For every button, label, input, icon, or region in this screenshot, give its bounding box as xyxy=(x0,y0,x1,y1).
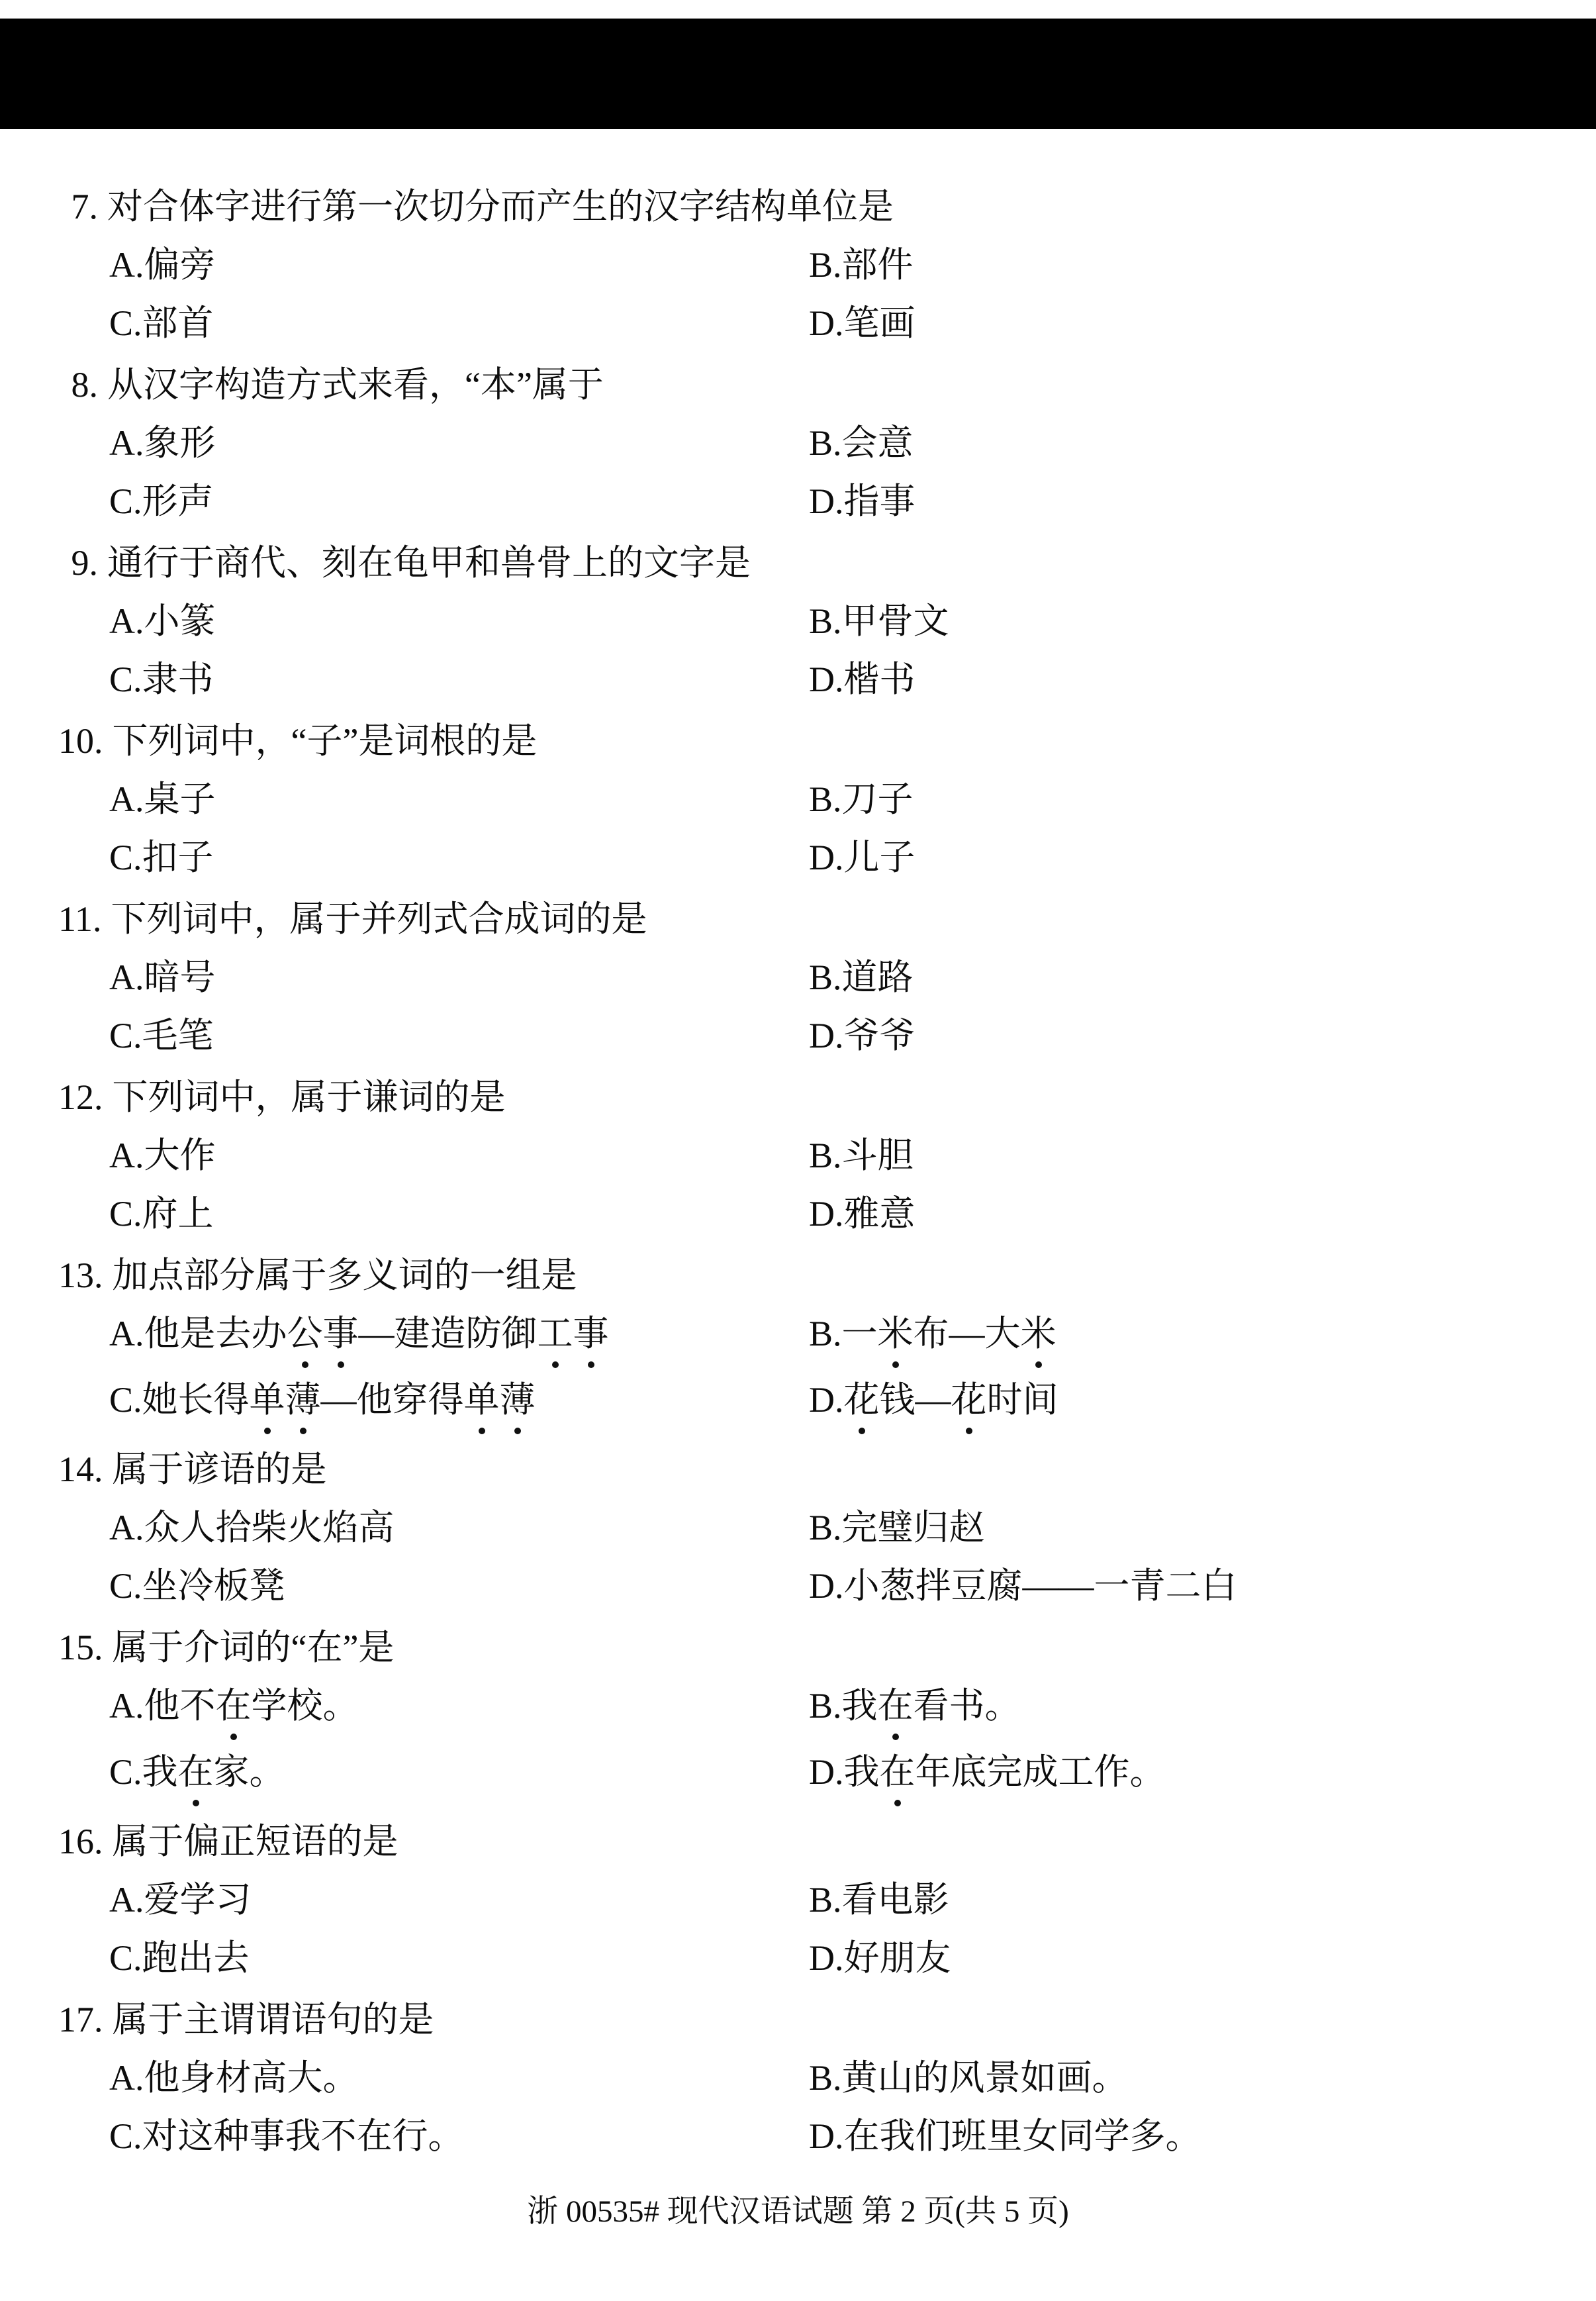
option-text: 隶书 xyxy=(142,660,214,699)
option-a xyxy=(109,1304,809,1363)
option-letter: C. xyxy=(109,2116,142,2156)
option-text: 部首 xyxy=(142,303,214,343)
option-a xyxy=(109,2049,809,2107)
question-number: 14. xyxy=(58,1449,103,1489)
option-letter: A. xyxy=(109,779,144,819)
option-text: 斗胆 xyxy=(841,1136,914,1175)
option-d xyxy=(809,1743,1166,1801)
option-row xyxy=(0,1677,1596,1743)
option-text: 她长得单薄—他穿得单薄 xyxy=(142,1371,536,1429)
option-letter: B. xyxy=(809,245,842,285)
option-text: 众人拾柴火焰高 xyxy=(144,1508,395,1547)
question-number: 9. xyxy=(71,543,98,583)
option-row xyxy=(0,1371,1596,1437)
question-number: 8. xyxy=(71,365,98,405)
question-stem: 对合体字进行第一次切分而产生的汉字结构单位是 xyxy=(107,187,894,226)
option-text: 我在年底完成工作。 xyxy=(844,1743,1166,1801)
option-row xyxy=(0,414,1596,472)
option-c xyxy=(109,1006,809,1065)
option-letter: D. xyxy=(809,1194,844,1234)
option-letter: A. xyxy=(109,2058,144,2098)
question-stem: 属于谚语的是 xyxy=(112,1449,327,1489)
option-text: 他不在学校。 xyxy=(144,1677,359,1735)
option-d xyxy=(809,294,915,352)
option-row xyxy=(0,294,1596,352)
question-stem-row xyxy=(0,356,1596,414)
option-c xyxy=(109,650,809,709)
option-letter: A. xyxy=(109,1136,144,1175)
option-letter: B. xyxy=(809,1686,842,1726)
option-c xyxy=(109,472,809,530)
option-row xyxy=(0,1929,1596,1987)
option-b xyxy=(809,1126,914,1185)
option-c xyxy=(109,1371,809,1429)
option-text: 小篆 xyxy=(144,601,216,641)
option-text: 甲骨文 xyxy=(841,601,949,641)
option-c xyxy=(109,828,809,887)
question-number: 16. xyxy=(58,1822,103,1861)
option-letter: D. xyxy=(809,1566,844,1606)
option-row xyxy=(0,2049,1596,2107)
option-letter: A. xyxy=(109,601,144,641)
question-stem-row xyxy=(0,1812,1596,1871)
option-letter: B. xyxy=(809,1314,842,1353)
question-stem-row xyxy=(0,534,1596,592)
option-text: 会意 xyxy=(841,423,914,463)
option-letter: D. xyxy=(809,1380,844,1420)
option-row xyxy=(0,1185,1596,1243)
option-a xyxy=(109,1871,809,1929)
option-letter: A. xyxy=(109,423,144,463)
option-text: 桌子 xyxy=(144,779,216,819)
option-d xyxy=(809,650,915,709)
option-a xyxy=(109,948,809,1006)
option-letter: C. xyxy=(109,838,142,877)
option-letter: A. xyxy=(109,245,144,285)
option-b xyxy=(809,1677,1021,1735)
question-stem: 属于主谓谓语句的是 xyxy=(112,2000,434,2039)
question-stem-row xyxy=(0,1618,1596,1677)
option-text: 坐冷板凳 xyxy=(142,1566,285,1606)
option-letter: C. xyxy=(109,1380,142,1420)
page-footer: 浙 00535# 现代汉语试题 第 2 页(共 5 页) xyxy=(527,2194,1069,2229)
option-text: 儿子 xyxy=(843,838,915,877)
option-b xyxy=(809,770,914,828)
option-text: 对这种事我不在行。 xyxy=(142,2116,464,2156)
option-row xyxy=(0,1557,1596,1615)
questions-list xyxy=(0,177,1596,2169)
option-d xyxy=(809,828,915,887)
option-c xyxy=(109,2107,809,2165)
option-a xyxy=(109,1677,809,1735)
option-d xyxy=(809,1185,915,1243)
option-row xyxy=(0,1743,1596,1809)
option-c xyxy=(109,1743,809,1801)
option-row xyxy=(0,1006,1596,1065)
question-stem: 从汉字构造方式来看，“本”属于 xyxy=(107,365,604,405)
question-number: 11. xyxy=(58,899,102,939)
option-text: 他是去办公事—建造防御工事 xyxy=(144,1304,609,1363)
question-item xyxy=(0,1068,1596,1243)
question-item xyxy=(0,1812,1596,1987)
option-a xyxy=(109,592,809,650)
option-b xyxy=(809,236,914,294)
question-stem-row xyxy=(0,890,1596,948)
option-letter: D. xyxy=(809,303,844,343)
option-letter: A. xyxy=(109,1314,144,1353)
option-letter: D. xyxy=(809,1938,844,1978)
option-text: 部件 xyxy=(841,245,914,285)
option-letter: B. xyxy=(809,2058,842,2098)
question-stem-row xyxy=(0,1990,1596,2049)
option-letter: B. xyxy=(809,957,842,997)
option-d xyxy=(809,1371,1058,1429)
option-text: 形声 xyxy=(142,481,214,521)
option-letter: A. xyxy=(109,1880,144,1920)
option-letter: D. xyxy=(809,1016,844,1055)
question-stem: 加点部分属于多义词的一组是 xyxy=(112,1255,577,1295)
question-stem: 下列词中，“子”是词根的是 xyxy=(112,721,538,761)
option-text: 雅意 xyxy=(843,1194,915,1234)
option-text: 一米布—大米 xyxy=(842,1304,1056,1363)
option-a xyxy=(109,236,809,294)
option-letter: C. xyxy=(109,1752,142,1792)
option-b xyxy=(809,2049,1128,2107)
option-text: 府上 xyxy=(142,1194,214,1234)
option-letter: C. xyxy=(109,481,142,521)
option-a xyxy=(109,414,809,472)
option-row xyxy=(0,1498,1596,1557)
option-text: 道路 xyxy=(841,957,914,997)
option-text: 楷书 xyxy=(843,660,915,699)
question-item xyxy=(0,890,1596,1065)
option-text: 毛笔 xyxy=(142,1016,214,1055)
option-letter: D. xyxy=(809,838,844,877)
question-stem: 通行于商代、刻在龟甲和兽骨上的文字是 xyxy=(107,543,751,583)
option-c xyxy=(109,1557,809,1615)
option-c xyxy=(109,1929,809,1987)
option-b xyxy=(809,592,949,650)
option-text: 笔画 xyxy=(843,303,915,343)
option-letter: A. xyxy=(109,1686,144,1726)
option-text: 小葱拌豆腐——一青二白 xyxy=(843,1566,1237,1606)
option-text: 扣子 xyxy=(142,838,214,877)
option-d xyxy=(809,1557,1237,1615)
option-text: 象形 xyxy=(144,423,216,463)
question-item xyxy=(0,1440,1596,1615)
option-text: 暗号 xyxy=(144,957,216,997)
option-b xyxy=(809,414,914,472)
question-number: 17. xyxy=(58,2000,103,2039)
question-stem-row xyxy=(0,1440,1596,1498)
option-letter: D. xyxy=(809,481,844,521)
question-item xyxy=(0,534,1596,709)
option-letter: D. xyxy=(809,660,844,699)
option-b xyxy=(809,1871,949,1929)
option-letter: A. xyxy=(109,957,144,997)
question-number: 13. xyxy=(58,1255,103,1295)
question-number: 15. xyxy=(58,1628,103,1667)
option-letter: B. xyxy=(809,601,842,641)
option-d xyxy=(809,2107,1201,2165)
question-number: 12. xyxy=(58,1077,103,1117)
question-item xyxy=(0,1618,1596,1809)
option-row xyxy=(0,948,1596,1006)
option-row xyxy=(0,236,1596,294)
question-item xyxy=(0,1246,1596,1437)
option-a xyxy=(109,1498,809,1557)
option-letter: C. xyxy=(109,1016,142,1055)
option-c xyxy=(109,294,809,352)
option-c xyxy=(109,1185,809,1243)
option-a xyxy=(109,1126,809,1185)
question-stem: 下列词中，属于谦词的是 xyxy=(112,1077,506,1117)
option-letter: C. xyxy=(109,1566,142,1606)
option-text: 他身材高大。 xyxy=(144,2058,359,2098)
option-text: 偏旁 xyxy=(144,245,216,285)
option-text: 在我们班里女同学多。 xyxy=(843,2116,1201,2156)
option-b xyxy=(809,948,914,1006)
option-letter: B. xyxy=(809,1136,842,1175)
option-d xyxy=(809,1929,951,1987)
option-text: 我在看书。 xyxy=(842,1677,1021,1735)
question-stem: 下列词中，属于并列式合成词的是 xyxy=(111,899,647,939)
option-text: 黄山的风景如画。 xyxy=(841,2058,1128,2098)
option-letter: C. xyxy=(109,1938,142,1978)
option-text: 指事 xyxy=(843,481,915,521)
option-letter: A. xyxy=(109,1508,144,1547)
scan-top-black-bar xyxy=(0,19,1596,129)
question-item xyxy=(0,177,1596,352)
option-row xyxy=(0,592,1596,650)
option-row xyxy=(0,2107,1596,2165)
option-row xyxy=(0,1871,1596,1929)
option-letter: C. xyxy=(109,660,142,699)
option-d xyxy=(809,472,915,530)
option-letter: D. xyxy=(809,2116,844,2156)
question-stem: 属于偏正短语的是 xyxy=(112,1822,399,1861)
option-letter: C. xyxy=(109,1194,142,1234)
question-item xyxy=(0,356,1596,530)
option-row xyxy=(0,472,1596,530)
option-letter: B. xyxy=(809,423,842,463)
option-text: 爷爷 xyxy=(843,1016,915,1055)
question-stem-row xyxy=(0,1068,1596,1126)
option-a xyxy=(109,770,809,828)
option-text: 好朋友 xyxy=(843,1938,951,1978)
option-b xyxy=(809,1304,1056,1363)
option-d xyxy=(809,1006,915,1065)
option-text: 刀子 xyxy=(841,779,914,819)
option-text: 爱学习 xyxy=(144,1880,252,1920)
option-letter: B. xyxy=(809,1508,842,1547)
option-letter: C. xyxy=(109,303,142,343)
question-stem-row xyxy=(0,1246,1596,1304)
option-text: 花钱—花时间 xyxy=(844,1371,1058,1429)
question-number: 10. xyxy=(58,721,103,761)
option-text: 我在家。 xyxy=(142,1743,285,1801)
option-text: 完璧归赵 xyxy=(841,1508,985,1547)
option-row xyxy=(0,770,1596,828)
question-item xyxy=(0,1990,1596,2165)
option-row xyxy=(0,1304,1596,1371)
option-letter: B. xyxy=(809,779,842,819)
question-number: 7. xyxy=(71,187,98,226)
option-row xyxy=(0,650,1596,709)
question-stem-row xyxy=(0,712,1596,770)
option-b xyxy=(809,1498,985,1557)
question-stem: 属于介词的“在”是 xyxy=(112,1628,395,1667)
option-letter: D. xyxy=(809,1752,844,1792)
option-letter: B. xyxy=(809,1880,842,1920)
option-row xyxy=(0,828,1596,887)
option-text: 跑出去 xyxy=(142,1938,250,1978)
option-row xyxy=(0,1126,1596,1185)
option-text: 看电影 xyxy=(841,1880,949,1920)
question-item xyxy=(0,712,1596,887)
option-text: 大作 xyxy=(144,1136,216,1175)
question-stem-row xyxy=(0,177,1596,236)
